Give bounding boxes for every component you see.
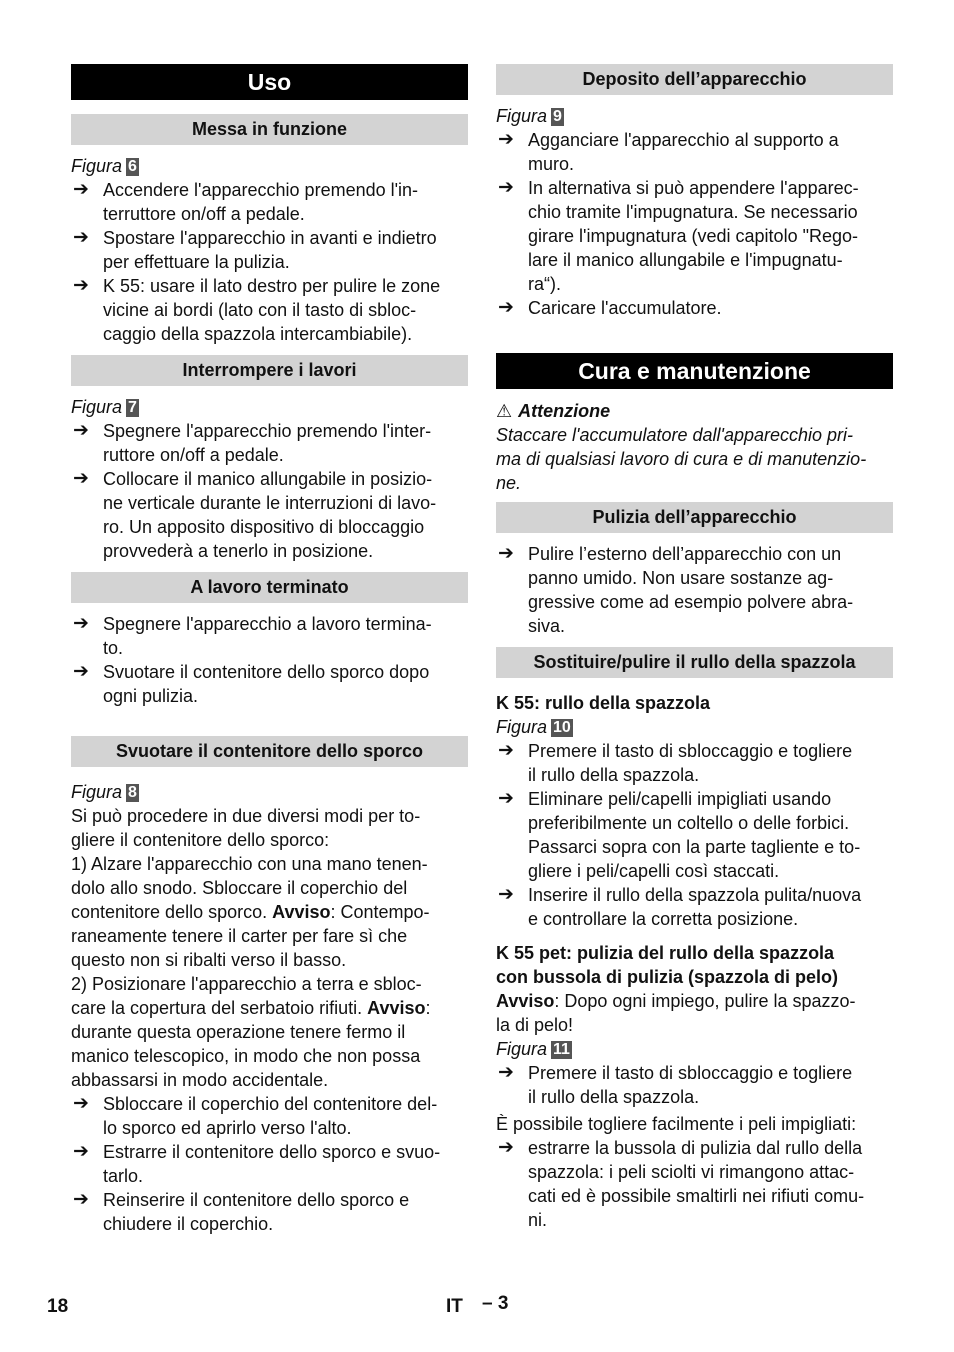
avviso-label: Avviso	[272, 902, 331, 922]
bullet-list	[496, 1136, 893, 1232]
list-item-line: Accendere l'apparecchio premendo l'in-	[103, 180, 419, 200]
figure-number: 6	[128, 158, 137, 175]
list-item-line: Eliminare peli/capelli impigliati usando	[528, 789, 832, 809]
text-line: Si può procedere in due diversi modi per to-	[71, 806, 421, 826]
list-item-line: In alternativa si può appendere l'apparec-	[528, 178, 859, 198]
heading-deposito: Deposito dell’apparecchio	[496, 64, 893, 95]
list-item-line: terruttore on/off a pedale.	[103, 204, 305, 224]
arrow-right-icon: ➔	[73, 468, 89, 489]
list-item	[496, 883, 893, 931]
list-item-line: Caricare l'accumulatore.	[528, 298, 722, 318]
arrow-right-icon: ➔	[73, 1189, 89, 1210]
list-item-line: spazzola: i peli sciolti vi rimangono attac-	[528, 1162, 855, 1182]
text-line: 2) Posizionare l'apparecchio a terra e sbloc-	[71, 974, 422, 994]
list-item	[496, 128, 893, 176]
list-item-line: lare il manico allungabile e l'impugnatu-	[528, 250, 843, 270]
list-item-line: Passarci sopra con la parte tagliente e to-	[528, 837, 861, 857]
list-item	[71, 226, 468, 274]
list-item-line: estrarre la bussola di pulizia dal rullo della	[528, 1138, 863, 1158]
figure-ref: Figura 6	[71, 156, 137, 176]
text-line: durante questa operazione tenere fermo il	[71, 1022, 406, 1042]
list-item-line: Estrarre il contenitore dello sporco e svuo-	[103, 1142, 441, 1162]
avviso-label: Avviso	[496, 991, 555, 1011]
heading-messa-in-funzione: Messa in funzione	[71, 114, 468, 145]
list-item-line: ogni pulizia.	[103, 686, 199, 706]
list-item-line: girare l'impugnatura (vedi capitolo "Rego-	[528, 226, 858, 246]
list-item	[71, 1188, 468, 1236]
list-item-line: Pulire l’esterno dell’apparecchio con un	[528, 544, 842, 564]
arrow-right-icon: ➔	[498, 543, 514, 564]
list-item-line: il rullo della spazzola.	[528, 765, 700, 785]
list-item-line: il rullo della spazzola.	[528, 1087, 700, 1107]
text-line: gliere il contenitore dello sporco:	[71, 830, 330, 850]
subheading-k55: K 55: rullo della spazzola	[496, 693, 711, 713]
list-item-line: preferibilmente un coltello o delle forbici.	[528, 813, 850, 833]
list-item	[71, 274, 468, 346]
heading-a-lavoro-terminato: A lavoro terminato	[71, 572, 468, 603]
list-item-line: Reinserire il contenitore dello sporco e	[103, 1190, 410, 1210]
list-item	[496, 296, 893, 320]
text-line: abbassarsi in modo accidentale.	[71, 1070, 329, 1090]
list-item-line: e controllare la corretta posizione.	[528, 909, 799, 929]
paragraph	[71, 804, 468, 900]
list-item-line: Spegnere l'apparecchio a lavoro termina-	[103, 614, 432, 634]
figure-ref: Figura 8	[71, 782, 137, 802]
language-code: IT	[446, 1296, 463, 1317]
list-item	[71, 178, 468, 226]
list-item-line: Premere il tasto di sbloccaggio e togliere	[528, 741, 853, 761]
figure-number: 8	[128, 784, 137, 801]
list-item-line: ni.	[528, 1210, 548, 1230]
list-item-line: K 55: usare il lato destro per pulire le zone	[103, 276, 441, 296]
list-item-line: Spostare l'apparecchio in avanti e indietro	[103, 228, 437, 248]
bullet-list	[71, 612, 468, 708]
heading-svuotare-contenitore: Svuotare il contenitore dello sporco	[71, 736, 468, 767]
arrow-right-icon: ➔	[73, 661, 89, 682]
arrow-right-icon: ➔	[73, 1093, 89, 1114]
list-item-line: ro. Un apposito dispositivo di bloccaggio	[103, 517, 425, 537]
heading-sostituire-rullo: Sostituire/pulire il rullo della spazzola	[496, 647, 893, 678]
list-item-line: vicine ai bordi (lato con il tasto di sbloc-	[103, 300, 417, 320]
figure-ref: Figura 10	[496, 717, 571, 737]
text-line: con bussola di pulizia (spazzola di pelo)	[496, 967, 839, 987]
text-line: questo non si ribalti verso il basso.	[71, 950, 347, 970]
arrow-right-icon: ➔	[498, 1062, 514, 1083]
text-line: ma di qualsiasi lavoro di cura e di manutenzio-	[496, 449, 867, 469]
arrow-right-icon: ➔	[73, 227, 89, 248]
list-item-line: Inserire il rullo della spazzola pulita/nuova	[528, 885, 862, 905]
section-title-uso: Uso	[71, 64, 468, 100]
warning-heading: ⚠ Attenzione	[496, 401, 611, 421]
arrow-right-icon: ➔	[498, 884, 514, 905]
list-item	[496, 787, 893, 883]
list-item-line: muro.	[528, 154, 575, 174]
figure-ref: Figura 9	[496, 106, 562, 126]
list-item	[71, 612, 468, 660]
arrow-right-icon: ➔	[73, 613, 89, 634]
list-item-line: Agganciare l'apparecchio al supporto a	[528, 130, 839, 150]
list-item	[496, 542, 893, 638]
list-item	[496, 1136, 893, 1232]
list-item-line: Sbloccare il coperchio del contenitore del-	[103, 1094, 438, 1114]
list-item-line: to.	[103, 638, 124, 658]
text-line: K 55 pet: pulizia del rullo della spazzola	[496, 943, 835, 963]
list-item-line: per effettuare la pulizia.	[103, 252, 290, 272]
list-item-line: ruttore on/off a pedale.	[103, 445, 284, 465]
bullet-list	[71, 1092, 468, 1236]
figure-number: 10	[553, 719, 571, 736]
list-item-line: tarlo.	[103, 1166, 144, 1186]
list-item-line: gliere i peli/capelli così staccati.	[528, 861, 780, 881]
page-number: 18	[47, 1296, 69, 1317]
arrow-right-icon: ➔	[498, 177, 514, 198]
arrow-right-icon: ➔	[73, 275, 89, 296]
list-item	[496, 739, 893, 787]
paragraph-line: care la copertura del serbatoio rifiuti. Avviso:	[71, 998, 431, 1018]
heading-pulizia: Pulizia dell’apparecchio	[496, 502, 893, 533]
right-column	[496, 64, 893, 1232]
warning-icon: ⚠	[496, 401, 513, 421]
bullet-list	[71, 419, 468, 563]
list-item-line: siva.	[528, 616, 566, 636]
arrow-right-icon: ➔	[498, 740, 514, 761]
text-line: dolo allo snodo. Sbloccare il coperchio del	[71, 878, 408, 898]
text-line: manico telescopico, in modo che non possa	[71, 1046, 421, 1066]
figure-number: 7	[128, 399, 137, 416]
arrow-right-icon: ➔	[498, 297, 514, 318]
arrow-right-icon: ➔	[73, 420, 89, 441]
avviso-line: Avviso: Dopo ogni impiego, pulire la spazzo-	[496, 991, 856, 1011]
list-item-line: Svuotare il contenitore dello sporco dopo	[103, 662, 430, 682]
list-item-line: ra“).	[528, 274, 561, 294]
bullet-list	[71, 178, 468, 346]
list-item	[71, 467, 468, 563]
figure-number: 11	[553, 1041, 570, 1058]
left-column	[71, 64, 468, 1236]
list-item	[71, 419, 468, 467]
list-item	[71, 660, 468, 708]
avviso-label: Avviso	[367, 998, 426, 1018]
list-item	[496, 176, 893, 296]
list-item	[496, 1061, 893, 1109]
bullet-list	[496, 128, 893, 320]
list-item-line: cati ed è possibile smaltirli nei rifiuti comu-	[528, 1186, 865, 1206]
list-item-line: panno umido. Non usare sostanze ag-	[528, 568, 834, 588]
list-item-line: Premere il tasto di sbloccaggio e togliere	[528, 1063, 853, 1083]
list-item-line: lo sporco ed aprirlo verso l'alto.	[103, 1118, 352, 1138]
text-line: 1) Alzare l'apparecchio con una mano tenen-	[71, 854, 428, 874]
paragraph: È possibile togliere facilmente i peli impigliati:	[496, 1114, 857, 1134]
list-item	[71, 1092, 468, 1140]
list-item	[71, 1140, 468, 1188]
list-item-line: gressive come ad esempio polvere abra-	[528, 592, 854, 612]
text-line: ne.	[496, 473, 522, 493]
figure-number: 9	[553, 108, 562, 125]
section-title-cura: Cura e manutenzione	[496, 353, 893, 389]
arrow-right-icon: ➔	[498, 788, 514, 809]
sub-page-number: – 3	[482, 1293, 509, 1314]
list-item-line: caggio della spazzola intercambiabile).	[103, 324, 413, 344]
figure-ref: Figura 7	[71, 397, 137, 417]
bullet-list	[496, 1061, 893, 1109]
list-item-line: provvederà a tenerlo in posizione.	[103, 541, 374, 561]
arrow-right-icon: ➔	[73, 179, 89, 200]
list-item-line: chio tramite l'impugnatura. Se necessario	[528, 202, 858, 222]
bullet-list	[496, 542, 893, 638]
arrow-right-icon: ➔	[498, 1137, 514, 1158]
list-item-line: chiudere il coperchio.	[103, 1214, 274, 1234]
warning-text	[496, 423, 893, 495]
list-item-line: Collocare il manico allungabile in posizio-	[103, 469, 433, 489]
text-line: raneamente tenere il carter per fare sì che	[71, 926, 408, 946]
paragraph	[71, 924, 468, 996]
list-item-line: Spegnere l'apparecchio premendo l'inter-	[103, 421, 432, 441]
avviso-line-2: la di pelo!	[496, 1015, 574, 1035]
arrow-right-icon: ➔	[73, 1141, 89, 1162]
list-item-line: ne verticale durante le interruzioni di lavo-	[103, 493, 437, 513]
arrow-right-icon: ➔	[498, 129, 514, 150]
paragraph	[71, 1020, 468, 1092]
bullet-list	[496, 739, 893, 931]
text-line: Staccare l'accumulatore dall'apparecchio pri-	[496, 425, 854, 445]
figure-ref: Figura 11	[496, 1039, 570, 1059]
paragraph-line: contenitore dello sporco. Avviso: Contempo-	[71, 902, 430, 922]
heading-interrompere-i-lavori: Interrompere i lavori	[71, 355, 468, 386]
subheading-k55-pet	[496, 941, 893, 989]
